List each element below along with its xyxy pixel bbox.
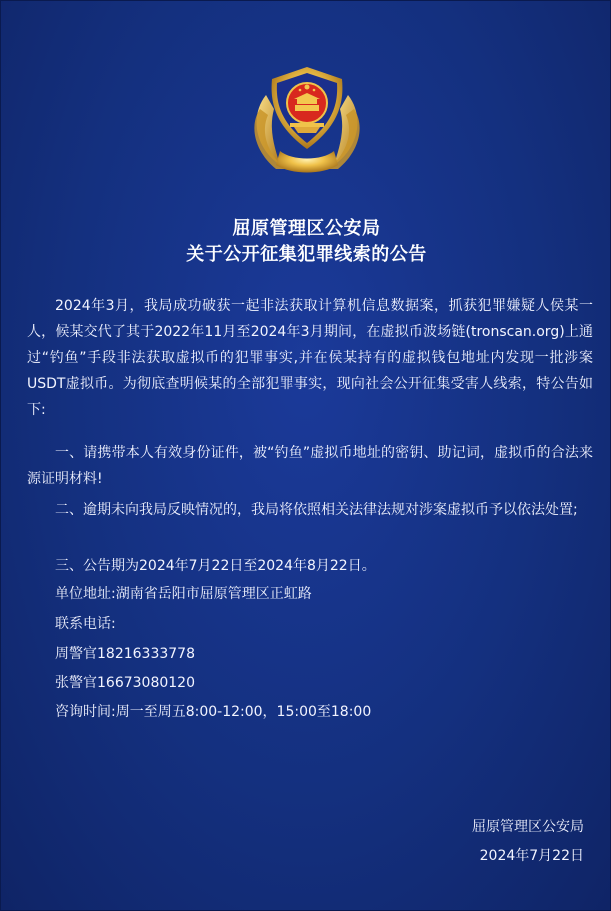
contact-hours: 咨询时间:周一至周五8:00-12:00，15:00至18:00 <box>55 704 372 720</box>
police-emblem-icon <box>246 65 368 177</box>
contact-officer-zhang: 张警官16673080120 <box>55 675 195 691</box>
notice-title-line2: 关于公开征集犯罪线索的公告 <box>186 244 427 265</box>
contact-phone-label: 联系电话: <box>55 616 116 632</box>
contact-officer-zhou: 周警官18216333778 <box>55 646 195 662</box>
notice-item-1: 一、请携带本人有效身份证件，被“钓鱼”虚拟币地址的密钥、助记词，虚拟币的合法来源证明材料! <box>27 445 593 487</box>
signature-date: 2024年7月22日 <box>479 848 584 864</box>
notice-title-line1: 屈原管理区公安局 <box>232 218 381 239</box>
notice-intro: 2024年3月，我局成功破获一起非法获取计算机信息数据案，抓获犯罪嫌疑人侯某一人，候某交代了其于2022年11月至2024年3月期间，在虚拟币波场链(tronscan.org)上通过“钓鱼”手段非法获取虚拟币的犯罪事实,并在侯某持有的虚拟钱包地址内发现一批涉案USDT虚拟币。为彻底查明候某的全部犯罪事实，现向社会公开征集受害人线索，特公告如下: <box>27 298 593 418</box>
notice-item-3: 三、公告期为2024年7月22日至2024年8月22日。 <box>55 558 376 574</box>
signature-org: 屈原管理区公安局 <box>472 819 584 835</box>
contact-address: 单位地址:湖南省岳阳市屈原管理区正虹路 <box>55 586 312 602</box>
notice-item-2: 二、逾期未向我局反映情况的，我局将依照相关法律法规对涉案虚拟币予以依法处置; <box>55 502 578 518</box>
